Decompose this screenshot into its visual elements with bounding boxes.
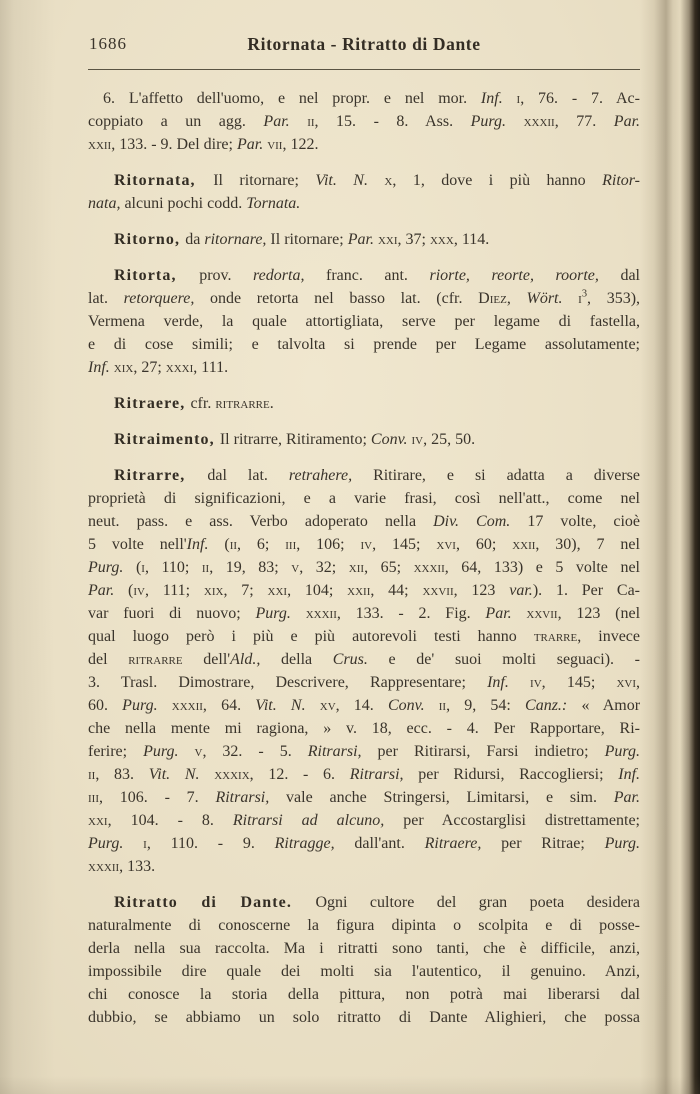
text-segment: , <box>506 290 527 307</box>
text-segment: Ritornata, <box>114 172 214 189</box>
text-line <box>88 510 640 533</box>
text-line <box>88 169 640 192</box>
text-segment: Il ritrarre, Ritiramento; <box>219 431 371 448</box>
text-line <box>88 133 640 156</box>
text-segment: , 30), 7 nel <box>535 536 640 553</box>
text-line <box>88 786 640 809</box>
text-line <box>88 533 640 556</box>
text-segment: del <box>88 651 129 668</box>
text-line <box>88 464 640 487</box>
text-segment: Par. <box>347 231 378 248</box>
text-segment: che nella mente mi ragiona, » v. 18, ecc. - 4. Per Rapportare, Ri- <box>88 720 640 737</box>
text-segment: Inf. <box>487 674 531 691</box>
text-segment: , 37; <box>397 231 430 248</box>
text-segment: x <box>384 172 393 189</box>
text-segment: , 76. - 7. Ac- <box>520 90 640 107</box>
text-segment: xxxii <box>413 559 445 576</box>
text-segment: ii <box>229 536 238 553</box>
text-segment: neut. pass. e ass. Verbo adoperato nella <box>88 513 434 530</box>
text-segment: impossibile dire quale dei molti sia l'autentico, il genuino. Anzi, <box>88 963 640 980</box>
text-segment: dal <box>620 267 640 284</box>
text-segment: « Amor <box>581 697 641 714</box>
text-segment: 6. L'affetto dell'uomo, e nel propr. e nel mor. <box>103 90 481 107</box>
text-segment: v <box>291 559 300 576</box>
text-segment: Canz.: <box>525 697 582 714</box>
text-segment: , 133. <box>119 858 156 875</box>
text-segment: , 44; <box>370 582 423 599</box>
text-segment: , 133. - 2. Fig. <box>336 605 486 622</box>
text-segment: xxxii <box>523 113 555 130</box>
text-segment: ferire; <box>88 743 144 760</box>
text-segment: ). 1. Per Ca- <box>532 582 641 599</box>
text-line <box>88 228 640 251</box>
text-segment: Il ritornare; <box>270 231 348 248</box>
text-segment: trarre <box>533 628 578 645</box>
text-segment: , 111. <box>193 359 229 376</box>
text-segment: , 133. - 9. Del dire; <box>111 136 237 153</box>
text-segment: , 14. <box>335 697 388 714</box>
text-segment: Ritirare, e si adatta a diverse <box>373 467 640 484</box>
text-segment: i <box>141 559 145 576</box>
text-segment: vii <box>267 136 283 153</box>
text-segment: , 104; <box>287 582 348 599</box>
text-segment: , 27; <box>133 359 166 376</box>
text-segment: riorte, reorte, roorte, <box>429 267 621 284</box>
text-segment: i <box>143 835 147 852</box>
text-segment: , 32. - 5. <box>202 743 308 760</box>
text-line <box>88 914 640 937</box>
text-segment: ritornare, <box>204 231 271 248</box>
text-segment: alcuni pochi codd. <box>124 195 247 212</box>
paragraph-ritratto-di-dante <box>88 891 640 1029</box>
text-segment: , 65; <box>364 559 414 576</box>
text-segment: Conv. <box>387 697 439 714</box>
text-segment: xxi <box>377 231 398 248</box>
text-segment: i <box>578 290 582 307</box>
text-segment: iii <box>88 789 99 806</box>
text-body <box>88 87 640 1029</box>
text-segment: xxxii <box>88 858 120 875</box>
text-line <box>88 960 640 983</box>
page-bottom-shadow <box>0 1076 700 1094</box>
paragraph-ritraimento <box>88 428 640 451</box>
text-segment: xix <box>203 582 224 599</box>
text-line <box>88 648 640 671</box>
text-segment: Wört. <box>526 290 579 307</box>
text-segment: xxxi <box>165 359 194 376</box>
text-segment: Par. <box>88 582 129 599</box>
text-line <box>88 356 640 379</box>
text-segment: , 123 (nel <box>557 605 641 622</box>
text-line <box>88 287 640 310</box>
text-segment: . <box>269 395 274 412</box>
text-line <box>88 428 640 451</box>
text-segment: Par. <box>613 789 640 806</box>
text-segment: Par. <box>236 136 268 153</box>
paragraph-ritraere <box>88 392 640 415</box>
text-line <box>88 1006 640 1029</box>
text-segment: Ritorta, <box>114 267 200 284</box>
text-segment: Vit. N. <box>315 172 385 189</box>
text-segment: xv <box>319 697 336 714</box>
text-line <box>88 891 640 914</box>
text-segment: Purg. <box>255 605 306 622</box>
text-segment: xxvii <box>422 582 454 599</box>
text-segment: , 12. - 6. <box>249 766 350 783</box>
text-segment: xxii <box>88 136 112 153</box>
text-segment: , 1, dove i più hanno <box>392 172 603 189</box>
page-number: 1686 <box>89 34 127 53</box>
text-segment: cfr. <box>190 395 216 412</box>
text-segment: per Accostarglisi distrettamente; <box>403 812 640 829</box>
text-segment: xxii <box>347 582 371 599</box>
text-line <box>88 392 640 415</box>
text-segment: Ald., <box>230 651 282 668</box>
paragraph-ritornata <box>88 169 640 215</box>
text-line <box>88 694 640 717</box>
text-segment: , 111; <box>144 582 204 599</box>
text-segment: prov. <box>199 267 254 284</box>
text-segment: , <box>636 674 640 691</box>
paragraph-ritornare-senses-6-9 <box>88 87 640 156</box>
text-segment: Purg. <box>88 835 144 852</box>
text-segment: e di cose simili; e talvolta si prende per Legame assolutamente; <box>88 336 640 353</box>
text-segment: dal lat. <box>207 467 289 484</box>
text-segment: , 145; <box>541 674 617 691</box>
text-segment: ( <box>224 536 230 553</box>
text-segment: xxxii <box>305 605 337 622</box>
text-segment: Crus. <box>332 651 389 668</box>
text-segment: Ritrarsi, <box>215 789 287 806</box>
text-segment: Ritragge, <box>274 835 355 852</box>
text-segment: , 106; <box>296 536 361 553</box>
text-segment: , 110. - 9. <box>146 835 275 852</box>
text-segment: naturalmente di conoscerne la figura dipinta o scolpita e di posse- <box>88 917 640 934</box>
text-segment: , 83. <box>95 766 149 783</box>
text-line <box>88 625 640 648</box>
text-segment: xxvii <box>526 605 558 622</box>
text-segment: , 64, 133) e 5 volte nel <box>444 559 640 576</box>
paragraph-ritrarre <box>88 464 640 878</box>
text-segment: Ritratto di Dante. <box>114 894 316 911</box>
text-segment: xii <box>348 559 365 576</box>
text-segment: onde retorta nel basso lat. (cfr. <box>210 290 479 307</box>
text-segment: per Ridursi, Raccogliersi; <box>418 766 619 783</box>
text-segment: per Ritirarsi, Farsi indietro; <box>377 743 605 760</box>
text-segment: , 19, 83; <box>209 559 292 576</box>
text-segment: dall'ant. <box>354 835 425 852</box>
text-segment: xvi <box>436 536 456 553</box>
book-right-edge <box>640 0 700 1094</box>
text-segment: xix <box>113 359 134 376</box>
text-segment: , 15. - 8. Ass. <box>314 113 471 130</box>
text-segment: dubbio, se abbiamo un solo ritratto di Dante Alighieri, che possa <box>88 1009 640 1026</box>
text-line <box>88 87 640 110</box>
text-segment: , 77. <box>554 113 614 130</box>
text-segment: Ritraimento, <box>114 431 220 448</box>
text-segment: iii <box>285 536 297 553</box>
text-segment: per Ritrae; <box>501 835 605 852</box>
text-segment: Ritrarsi ad alcuno, <box>232 812 404 829</box>
text-segment: ( <box>135 559 142 576</box>
text-line <box>88 110 640 133</box>
text-segment: xxxix <box>214 766 250 783</box>
text-line <box>88 602 640 625</box>
text-line <box>88 763 640 786</box>
text-segment: , 123 <box>453 582 510 599</box>
header-rule <box>88 69 640 70</box>
text-segment: iv <box>530 674 542 691</box>
text-segment: retrahere, <box>288 467 374 484</box>
text-segment: redorta, <box>253 267 326 284</box>
text-segment: 5 volte nell' <box>88 536 187 553</box>
text-segment: xxi <box>267 582 288 599</box>
text-segment: Inf. <box>618 766 641 783</box>
text-segment: , 60; <box>455 536 513 553</box>
text-line <box>88 264 640 287</box>
text-segment: , 110; <box>144 559 202 576</box>
text-segment: Inf. <box>480 90 517 107</box>
text-segment: , 64. <box>202 697 256 714</box>
text-segment: ii <box>438 697 447 714</box>
text-segment: coppiato a un agg. <box>88 113 264 130</box>
text-segment: Inf. <box>88 359 114 376</box>
text-segment: 3 <box>581 288 588 300</box>
text-segment: , 122. <box>282 136 319 153</box>
text-segment: ( <box>128 582 134 599</box>
text-segment: nata, <box>88 195 125 212</box>
text-segment: ritrarre <box>128 651 183 668</box>
text-segment: 3. Trasl. Dimostrare, Descrivere, Rappresentare; <box>88 674 488 691</box>
text-segment: xxxii <box>171 697 203 714</box>
text-line <box>88 192 640 215</box>
text-segment: Diez <box>478 290 507 307</box>
text-segment: Inf. <box>186 536 225 553</box>
text-segment: ritrarre <box>215 395 270 412</box>
text-segment: var. <box>509 582 533 599</box>
text-segment: , 6; <box>237 536 286 553</box>
text-segment: , 114. <box>453 231 490 248</box>
text-line <box>88 717 640 740</box>
text-segment: 60. <box>88 697 123 714</box>
text-segment: retorquere, <box>123 290 210 307</box>
text-segment: Vit. N. <box>255 697 320 714</box>
text-segment: Purg. <box>122 697 172 714</box>
text-segment: , 9, 54: <box>446 697 526 714</box>
text-segment: ii <box>307 113 315 130</box>
text-line <box>88 740 640 763</box>
text-line <box>88 310 640 333</box>
running-title: Ritornata - Ritratto di Dante <box>247 34 481 54</box>
text-segment: Tornata. <box>246 195 301 212</box>
text-segment: derla nella sua raccolta. Ma i ritratti sono tanti, che è difficile, anzi, <box>88 940 640 957</box>
paragraph-ritorta <box>88 264 640 379</box>
text-segment: Par. <box>485 605 527 622</box>
text-segment: Ritraere, <box>424 835 502 852</box>
text-line <box>88 333 640 356</box>
page-content <box>88 0 640 1029</box>
text-line <box>88 487 640 510</box>
text-segment: Ritrarsi, <box>307 743 378 760</box>
text-segment: Purg. <box>604 743 641 760</box>
text-segment: xxx <box>429 231 454 248</box>
text-segment: , invece <box>577 628 640 645</box>
text-line <box>88 983 640 1006</box>
text-segment: xvi <box>616 674 636 691</box>
text-segment: Il ritornare; <box>213 172 316 189</box>
text-line <box>88 937 640 960</box>
text-segment: xxii <box>512 536 536 553</box>
text-segment: ii <box>88 766 96 783</box>
text-segment: Ritraere, <box>114 395 191 412</box>
text-segment: , 7; <box>223 582 268 599</box>
text-segment: , 353), <box>587 290 641 307</box>
text-segment: Ritrarre, <box>114 467 208 484</box>
text-segment: 17 volte, cioè <box>527 513 641 530</box>
text-segment: Par. <box>263 113 308 130</box>
text-line <box>88 556 640 579</box>
text-segment: Ritorno, <box>114 231 186 248</box>
text-line <box>88 832 640 855</box>
text-segment: , 25, 50. <box>423 431 476 448</box>
text-segment: Purg. <box>470 113 524 130</box>
text-segment: iv <box>411 431 424 448</box>
text-segment: vale anche Stringersi, Limitarsi, e sim. <box>286 789 614 806</box>
text-segment: , 106. - 7. <box>99 789 216 806</box>
text-segment: Ritrarsi, <box>349 766 419 783</box>
text-segment: , 104. - 8. <box>107 812 233 829</box>
text-segment: Vermena verde, la quale attortigliata, serve per legame di fastella, <box>88 313 640 330</box>
text-segment: e de' suoi molti seguaci). - <box>388 651 640 668</box>
text-line <box>88 855 640 878</box>
text-segment: della <box>281 651 333 668</box>
text-segment: qual luogo però i più e più autorevoli testi hanno <box>88 628 534 645</box>
text-segment: Purg. <box>604 835 640 852</box>
page-header <box>88 0 640 58</box>
text-segment: Conv. <box>370 431 412 448</box>
text-segment: iv <box>360 536 373 553</box>
text-segment: Purg. <box>88 559 136 576</box>
text-line <box>88 579 640 602</box>
text-segment: da <box>185 231 205 248</box>
text-segment: Vit. N. <box>148 766 215 783</box>
page-left-edge-shadow <box>0 0 60 1094</box>
text-segment: xxi <box>88 812 108 829</box>
text-segment: Ogni cultore del gran poeta desidera <box>315 894 640 911</box>
text-line <box>88 809 640 832</box>
text-line <box>88 671 640 694</box>
text-segment: , 145; <box>372 536 437 553</box>
text-segment: iv <box>133 582 145 599</box>
text-segment: Purg. <box>143 743 195 760</box>
text-segment: chi conosce la storia della pittura, non potrà mai liberarsi dal <box>88 986 640 1003</box>
text-segment: ii <box>201 559 210 576</box>
text-segment: v <box>194 743 203 760</box>
paragraph-ritorno <box>88 228 640 251</box>
text-segment: Ritor- <box>602 172 641 189</box>
text-segment: Par. <box>613 113 641 130</box>
text-segment: lat. <box>88 290 124 307</box>
text-segment: dell' <box>182 651 231 668</box>
text-segment: , 32; <box>299 559 349 576</box>
text-segment: Div. Com. <box>433 513 528 530</box>
text-segment: proprietà di significazioni, e a varie frasi, così nell'att., come nel <box>88 490 640 507</box>
text-segment: var fuori di nuovo; <box>88 605 256 622</box>
text-segment: i <box>516 90 521 107</box>
text-segment: franc. ant. <box>325 267 430 284</box>
